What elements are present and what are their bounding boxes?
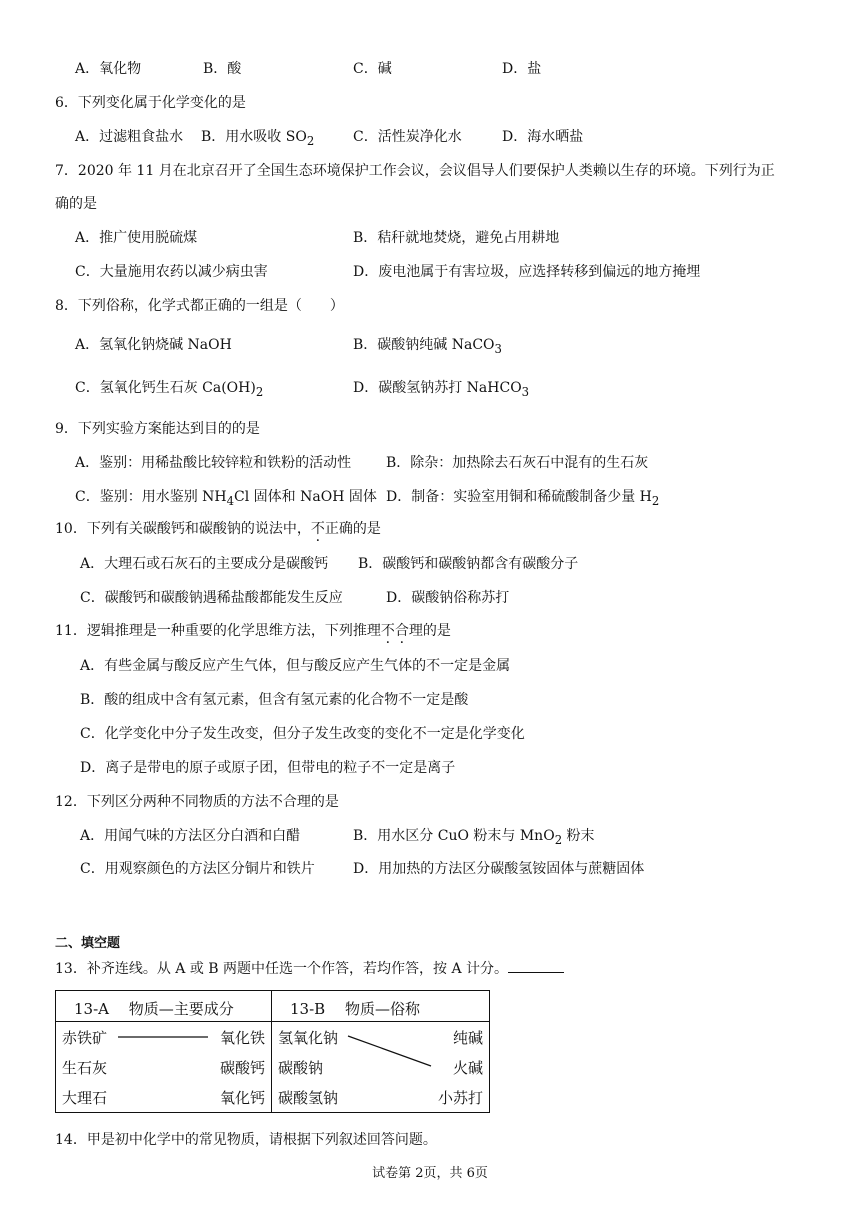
q8-option-c: C．氢氧化钙生石灰 $Ca(OH)_2$: [75, 380, 264, 399]
b-left-item: 氢氧化钠: [278, 1029, 339, 1047]
q9-option-a: A．鉴别：用稀盐酸比较锌粒和铁粉的活动性: [75, 455, 352, 471]
q10-stem: 10．下列有关碳酸钙和碳酸钠的说法中，不正确的是: [55, 521, 381, 537]
matching-table: [55, 990, 490, 1113]
q7-stem-line1: 7．2020 年 11 月在北京召开了全国生态环境保护工作会议，会议倡导人们要保护人类赖以生存的环境。下列行为正: [55, 163, 775, 179]
q5-option-c: C．碱: [353, 61, 392, 77]
a-left-item: 大理石: [62, 1089, 108, 1107]
q9-stem: 9．下列实验方案能达到目的的是: [55, 421, 260, 437]
q5-option-b: B．酸: [203, 61, 242, 77]
q11-stem: 11．逻辑推理是一种重要的化学思维方法，下列推理不合理的是: [55, 623, 451, 639]
q7-option-b: B．秸秆就地焚烧，避免占用耕地: [353, 230, 560, 246]
answer-blank[interactable]: [508, 958, 564, 973]
a-left-item: 赤铁矿: [62, 1029, 108, 1047]
q9-option-c: C．鉴别：用水鉴别 $NH_4Cl$ 固体和 NaOH 固体: [75, 489, 377, 508]
q12-option-c: C．用观察颜色的方法区分铜片和铁片: [80, 861, 315, 877]
q8-option-d: D．碳酸氢钠苏打 NaHCO$_3$: [353, 380, 530, 399]
q6-stem: 6．下列变化属于化学变化的是: [55, 95, 246, 111]
table-b-header: 13-B 物质—俗称: [290, 1000, 420, 1018]
q7-option-a: A．推广使用脱硫煤: [75, 230, 198, 246]
a-right-item: 碳酸钙: [219, 1059, 265, 1077]
b-left-item: 碳酸钠: [278, 1059, 324, 1077]
match-line-a: [118, 1022, 210, 1052]
q11-option-a: A．有些金属与酸反应产生气体，但与酸反应产生气体的不一定是金属: [80, 658, 511, 674]
section-title: 二、填空题: [55, 936, 121, 951]
q10-option-c: C．碳酸钙和碳酸钠遇稀盐酸都能发生反应: [80, 590, 343, 606]
q12-option-b: B．用水区分 CuO 粉末与 MnO$_2$ 粉末: [353, 828, 595, 847]
q8-option-b: B．碳酸钠纯碱 NaCO$_3$: [353, 337, 502, 356]
q10-option-b: B．碳酸钙和碳酸钠都含有碳酸分子: [358, 556, 579, 572]
q8-option-a: A．氢氧化钠烧碱 NaOH: [75, 337, 232, 353]
q12-option-d: D．用加热的方法区分碳酸氢铵固体与蔗糖固体: [353, 861, 645, 877]
q14-stem: 14．甲是初中化学中的常见物质，请根据下列叙述回答问题。: [55, 1132, 437, 1148]
q11-option-d: D．离子是带电的原子或原子团，但带电的粒子不一定是离子: [80, 760, 456, 776]
q7-stem-line2: 确的是: [55, 196, 97, 212]
q5-option-a: A．氧化物: [75, 61, 142, 77]
q11-option-c: C．化学变化中分子发生改变，但分子发生改变的变化不一定是化学变化: [80, 726, 525, 742]
page-footer: 试卷第 2页，共 6页: [372, 1166, 488, 1181]
q13-stem: 13．补齐连线。从 A 或 B 两题中任选一个作答，若均作答，按 A 计分。: [55, 958, 564, 979]
a-right-item: 氧化铁: [219, 1029, 265, 1047]
q11-option-b: B．酸的组成中含有氢元素，但含有氢元素的化合物不一定是酸: [80, 692, 469, 708]
q12-option-a: A．用闻气味的方法区分白酒和白醋: [80, 828, 301, 844]
q9-option-d: D．制备：实验室用铜和稀硫酸制备少量 $H_2$: [386, 489, 660, 508]
table-a-header: 13-A 物质—主要成分: [74, 1000, 234, 1018]
q6-option-c: C．活性炭净化水: [353, 129, 462, 145]
q6-option-b: B．用水吸收 $SO_2$: [201, 129, 315, 148]
b-right-item: 小苏打: [437, 1089, 483, 1107]
q9-option-b: B．除杂：加热除去石灰石中混有的生石灰: [386, 455, 649, 471]
b-right-item: 纯碱: [452, 1029, 483, 1047]
q5-option-d: D．盐: [502, 61, 542, 77]
q12-stem: 12．下列区分两种不同物质的方法不合理的是: [55, 794, 339, 810]
q10-option-a: A．大理石或石灰石的主要成分是碳酸钙: [80, 556, 329, 572]
b-left-item: 碳酸氢钠: [278, 1089, 339, 1107]
q6-option-a: A．过滤粗食盐水: [75, 129, 184, 145]
q7-option-c: C．大量施用农药以减少病虫害: [75, 264, 268, 280]
a-left-item: 生石灰: [62, 1059, 108, 1077]
q10-option-d: D．碳酸钠俗称苏打: [386, 590, 510, 606]
q6-option-d: D．海水晒盐: [502, 129, 584, 145]
q8-stem: 8．下列俗称，化学式都正确的一组是（ ）: [55, 298, 344, 314]
b-right-item: 火碱: [452, 1059, 483, 1077]
q7-option-d: D．废电池属于有害垃圾，应选择转移到偏远的地方掩埋: [353, 264, 701, 280]
a-right-item: 氧化钙: [219, 1089, 265, 1107]
